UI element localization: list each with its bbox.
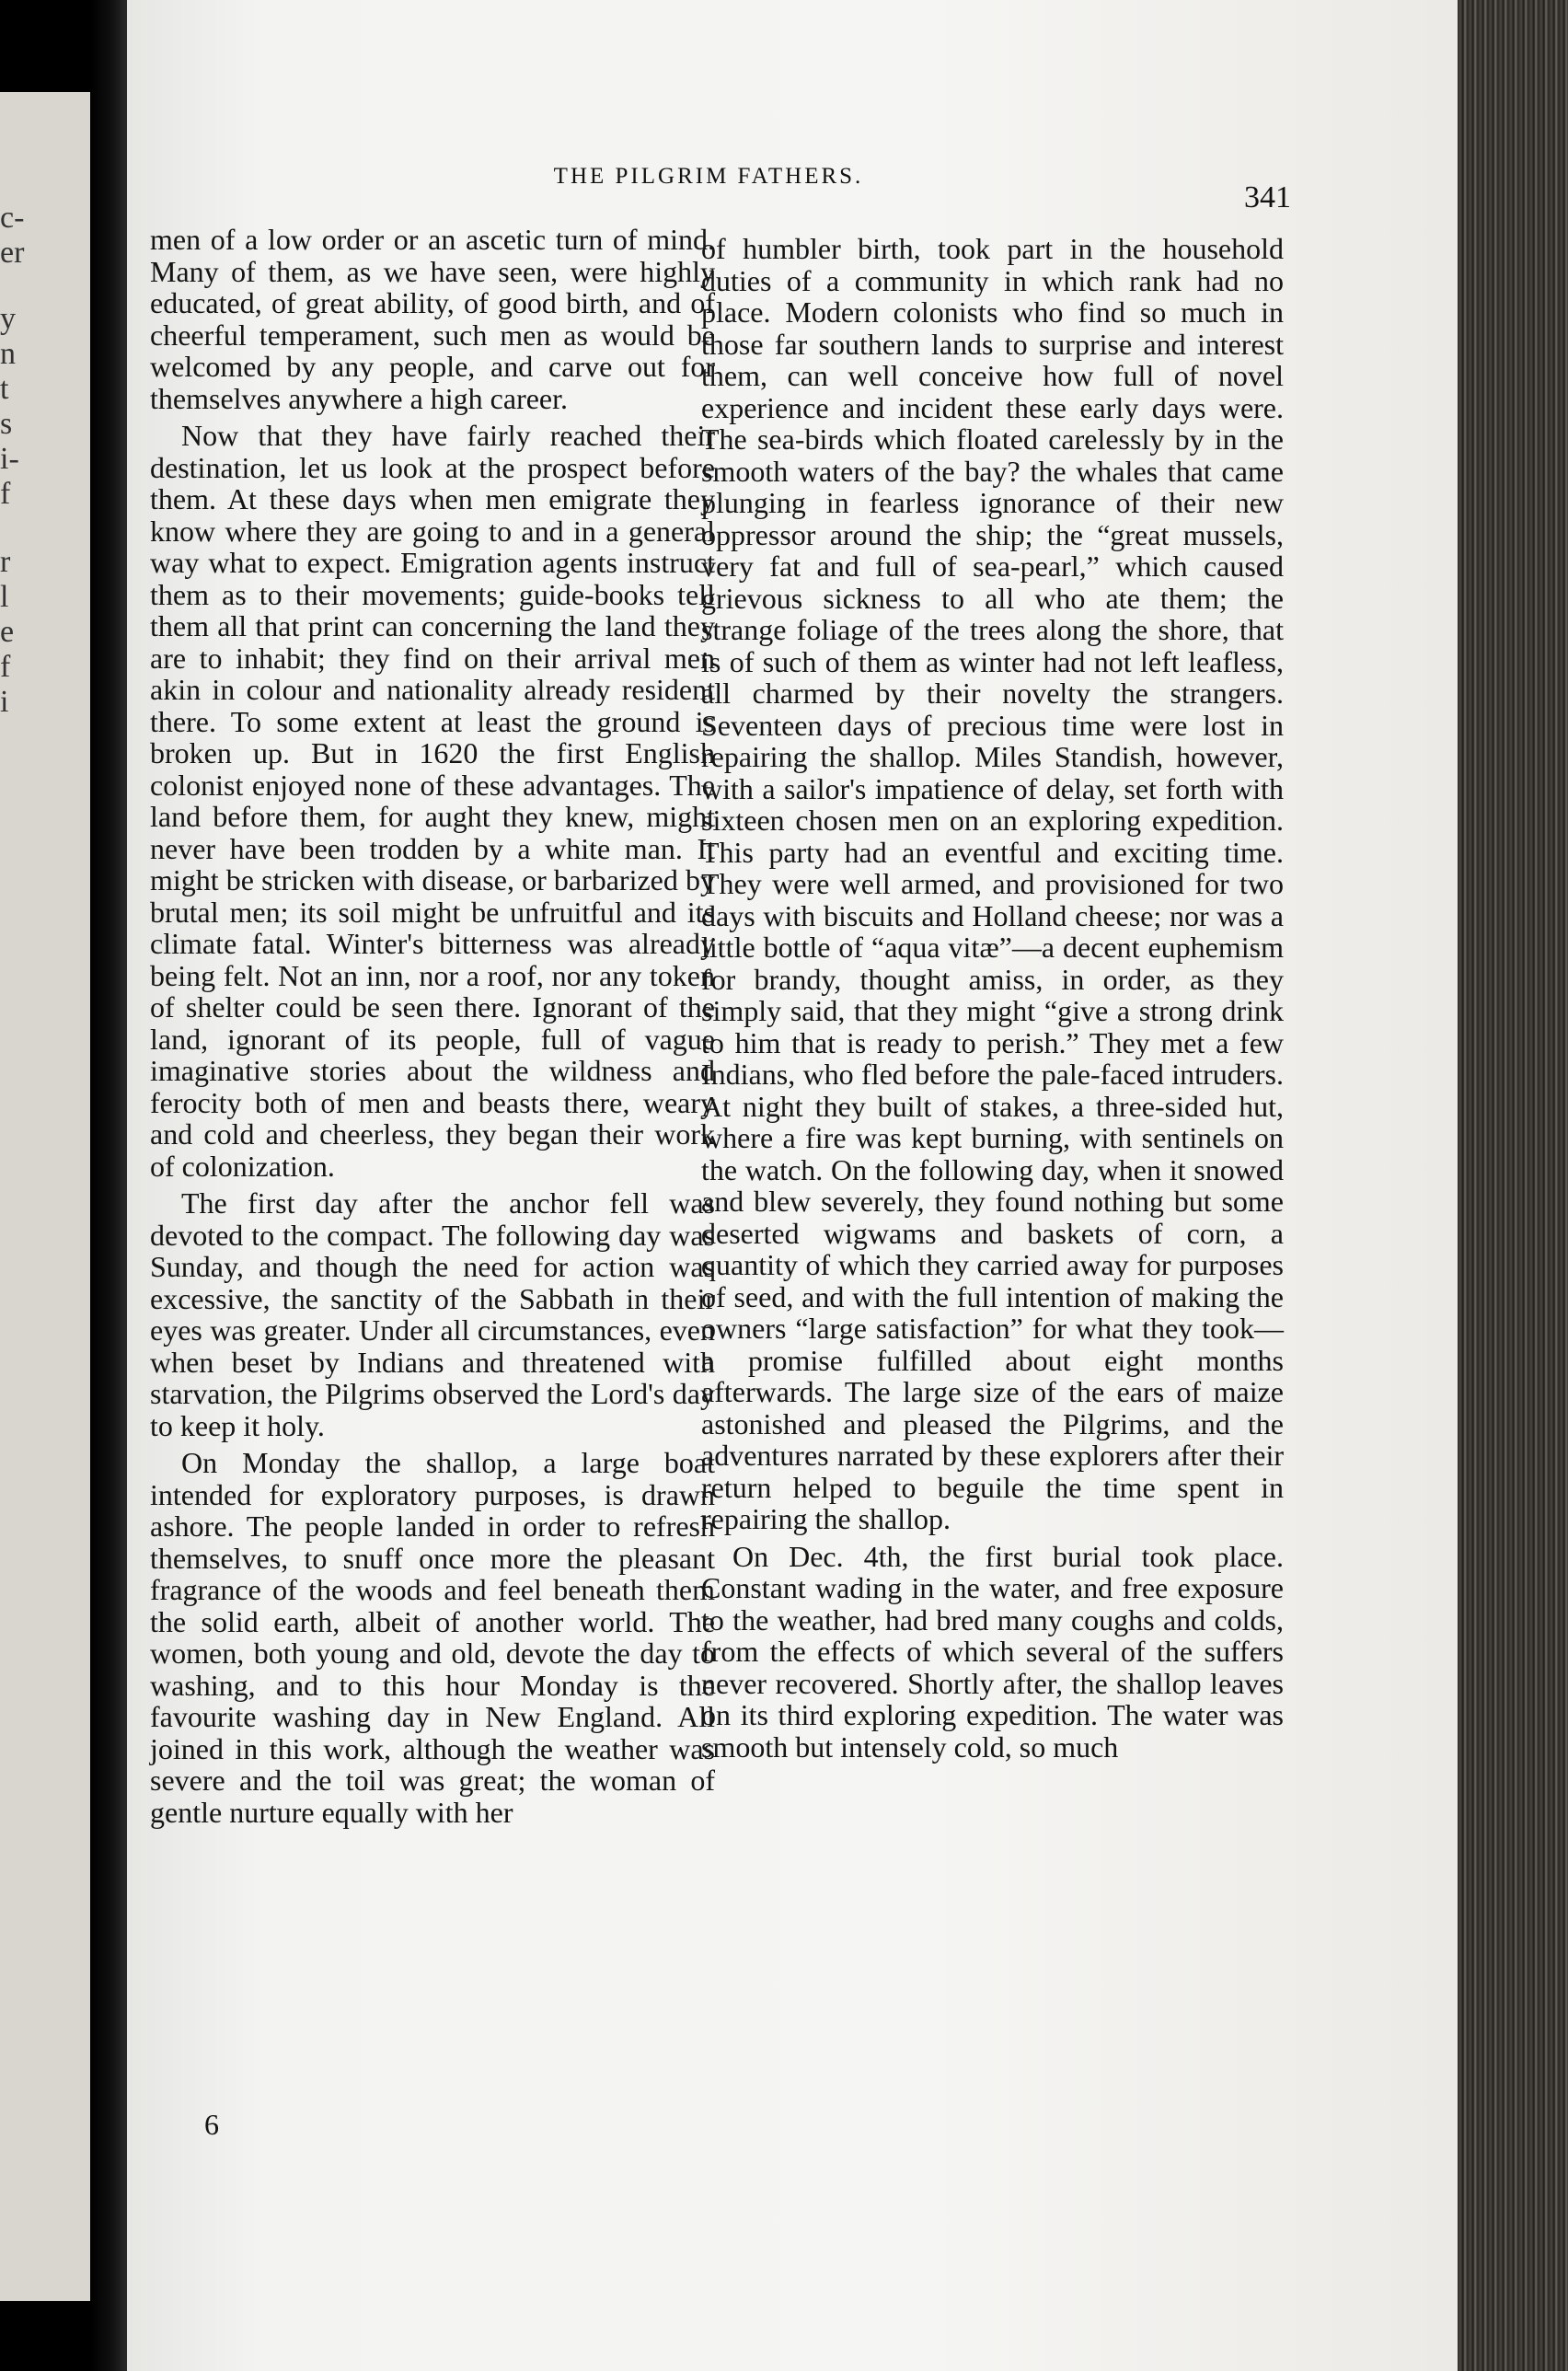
left-column xyxy=(150,224,715,1828)
previous-page-fragment: y xyxy=(0,302,16,336)
paragraph: of humbler birth, took part in the household duties of a community in which rank had no place. Modern colonists who find so much in those far southern lands to surprise and interest them, can well conceive how full of novel experience and incident these early days were. The sea-birds which floated carelessly by in the smooth waters of the bay? the whales that came plunging in fearless ignorance of their new oppressor around the ship; the “great mussels, very fat and full of sea-pearl,” which caused grievous sickness to all who ate them; the strange foliage of the trees along the shore, that is of such of them as winter had not left leafless, all charmed by their novelty the strangers. Seventeen days of precious time were lost in repairing the shallop. Miles Standish, however, with a sailor's impatience of delay, set forth with sixteen chosen men on an exploring expedition. This party had an eventful and exciting time. They were well armed, and provisioned for two days with biscuits and Holland cheese; nor was a little bottle of “aqua vitæ”—a decent euphemism for brandy, thought amiss, in order, as they simply said, that they might “give a strong drink to him that is ready to perish.” They met a few Indians, who fled before the pale-faced intruders. At night they built of stakes, a three-sided hut, where a fire was kept burning, with sentinels on the watch. On the following day, when it snowed and blew severely, they found nothing but some deserted wigwams and baskets of corn, a quantity of which they carried away for purposes of seed, and with the full intention of making the owners “large satisfaction” for what they took—a promise fulfilled about eight months afterwards. The large size of the ears of maize astonished and pleased the Pilgrims, and the adventures narrated by these explorers after their return helped to beguile the time spent in repairing the shallop. xyxy=(701,232,1284,1535)
previous-page-fragment: r xyxy=(0,545,11,579)
page-edge xyxy=(1458,0,1568,2371)
right-column xyxy=(701,233,1284,1763)
paragraph: Now that they have fairly reached their destination, let us look at the prospect before them. At these days when men emigrate they know where they are going to and in a general way what to expect. Emigration agents instruct them as to their movements; guide-books tell them all that print can concerning the land they are to inhabit; they find on their arrival men akin in colour and nationality already resident there. To some extent at least the ground is broken up. But in 1620 the first English colonist enjoyed none of these advantages. The land before them, for aught they knew, might never have been trodden by a white man. It might be stricken with disease, or barbarized by brutal men; its soil might be unfruitful and its climate fatal. Winter's bitterness was already being felt. Not an inn, nor a roof, nor any token of shelter could be seen there. Ignorant of the land, ignorant of its people, full of vague imaginative stories about the wildness and ferocity both of men and beasts there, weary and cold and cheerless, they began their work of colonization. xyxy=(150,419,715,1183)
paragraph: On Dec. 4th, the first burial took place. Constant wading in the water, and free exposure to the weather, had bred many coughs and colds, from the effects of which several of the suffers never recovered. Shortly after, the shallop leaves on its third exploring expedition. The water was smooth but intensely cold, so much xyxy=(701,1539,1284,1764)
page-number: 341 xyxy=(1244,180,1291,214)
previous-page-fragment: s xyxy=(0,407,13,441)
previous-page-margin xyxy=(0,92,90,2301)
previous-page-fragment: f xyxy=(0,650,11,684)
paragraph: The first day after the anchor fell was devoted to the compact. The following day was Sunday, and though the need for action was excessive, the sanctity of the Sabbath in their eyes was greater. Under all circumstances, even when beset by Indians and threatened with starvation, the Pilgrims observed the Lord's day to keep it holy. xyxy=(150,1186,715,1442)
signature-mark: 6 xyxy=(204,2108,219,2141)
previous-page-fragment: f xyxy=(0,477,11,511)
previous-page-fragment: i- xyxy=(0,442,19,476)
paragraph: men of a low order or an ascetic turn of mind. Many of them, as we have seen, were highly educated, of great ability, of good birth, and of cheerful temperament, such men as would be welcomed by any people, and carve out for themselves anywhere a high career. xyxy=(150,223,715,415)
previous-page-fragment: e xyxy=(0,615,15,649)
previous-page-fragment: l xyxy=(0,580,9,614)
paragraph: On Monday the shallop, a large boat intended for exploratory purposes, is drawn ashore. The people landed in order to refresh themselves, to snuff once more the pleasant fragrance of the woods and feel beneath them the solid earth, albeit of another world. The women, both young and old, devote the day to washing, and to this hour Monday is the favourite washing day in New England. All joined in this work, although the weather was severe and the toil was great; the woman of gentle nurture equally with her xyxy=(150,1446,715,1829)
book-gutter xyxy=(90,0,127,2371)
previous-page-fragment: t xyxy=(0,372,9,406)
previous-page-fragment: n xyxy=(0,337,16,371)
previous-page-fragment: er xyxy=(0,236,25,270)
previous-page-fragment: i xyxy=(0,685,9,719)
running-head: THE PILGRIM FATHERS. xyxy=(553,164,864,189)
previous-page-fragment: c- xyxy=(0,201,25,235)
